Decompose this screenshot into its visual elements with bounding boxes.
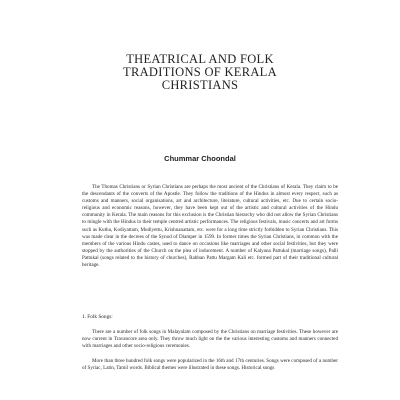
section-heading: 1. Folk Songs: [82, 314, 113, 320]
intro-paragraph: The Thomas Christians or Syrian Christians are perhaps the most ancient of the Christians of Kerala. They claim to be the descendants of the converts of the Apostle. They follow the traditions of the Hindus in almost every respect, such as customs and manners, social organisations, art and architecture, literature, cultural activities, etc. Due to certain socio-religious and economic reasons, however, they have been kept out of the artistic and cultural activities of the Hindu community in Kerala. The main reasons for this exclusion is the Christian hierarchy who did not allow the Syrian Christians to mingle with the Hindus in their temple centred artistic performances. The religious festivals, music concerts and art forms such as Kuthu, Kodiyattam, Mudiyettu, Krishnanattam, etc. were for a long time strictly forbidden to Syrian Christians. This was made clear in the decrees of the Synod of Diamper in 1599. In former times the Syrian Christians, in common with the members of the various Hindu castes, used to dance on occasions like marriages and other social festivities, but they were stopped by the authorities of the Church on the plea of inducement. A number of Kalyana Pattukal (marriage songs), Palli Pattukal (songs related to the history of churches), Rabban Pattu Margam Kali etc. formed part of their traditional cultural heritage. [82, 184, 338, 269]
article-title [60, 53, 340, 92]
author-name: Chummar Choondal [164, 154, 236, 163]
title-line: TRADITIONS OF KERALA [123, 65, 277, 79]
body-paragraph: There are a number of folk songs in Malayalam composed by the Christians on marriage festivities. These however are now current in Travancore area only. They throw much light on the the various interesting customs and manners connected with marriages and other socio-religious ceremonies. [82, 329, 338, 350]
title-line: THEATRICAL AND FOLK [126, 52, 274, 66]
title-line: CHRISTIANS [161, 78, 239, 92]
body-paragraph: More than three hundred folk songs were popularized in the 16th and 17th centuries. Songs were composed of a number of Syriac, Latin, Tamil words. Biblical themes were illustrated in these songs. Historical songs [82, 358, 338, 372]
